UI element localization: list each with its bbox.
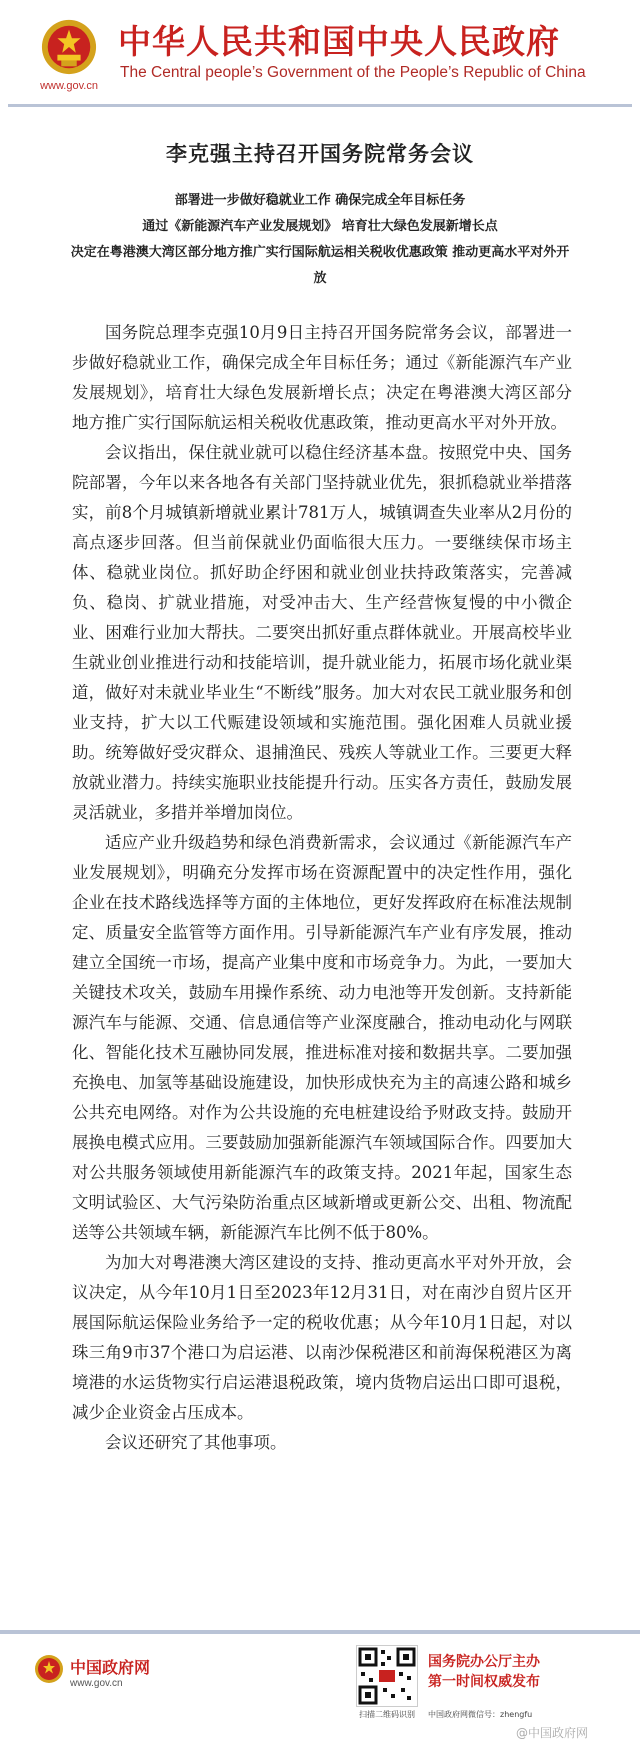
article-subtitle: 部署进一步做好稳就业工作 确保完成全年目标任务: [174, 193, 466, 208]
article-paragraph: 为加大对粤港澳大湾区建设的支持、推动更高水平对外开放，会议决定，从今年10月1日至2023年12月31日，对在南沙自贸片区开展国际航运保险业务给予一定的税收优惠；从今年10月1日起，对以珠三角9市37个港口为启运港、以南沙保税港区和前海保税港区为离境港的水运货物实行启运港退税政策，境内货物启运出口即可退税，减少企业资金占压成本。: [72, 1253, 572, 1422]
article-paragraph: 会议指出，保住就业就可以稳住经济基本盘。按照党中央、国务院部署，今年以来各地各有关部门坚持就业优先，狠抓稳就业举措落实，前8个月城镇新增就业累计781万人，城镇调查失业率从2月份的高点逐步回落。但当前保就业仍面临很大压力。一要继续保市场主体、稳就业岗位。抓好助企纾困和就业创业扶持政策落实，完善减负、稳岗、扩就业措施，对受冲击大、生产经营恢复慢的中小微企业、困难行业加大帮扶。二要突出抓好重点群体就业。开展高校毕业生就业创业推进行动和技能培训，提升就业能力，拓展市场化就业渠道，做好对未就业毕业生“不断线”服务。加大对农民工就业服务和创业支持，扩大以工代赈建设领域和实施范围。强化困难人员就业援助。统筹做好受灾群众、退捕渔民、残疾人等就业工作。三要更大释放就业潜力。持续实施职业技能提升行动。压实各方责任，鼓励发展灵活就业，多措并举增加岗位。: [72, 443, 572, 822]
footer-slogan: [428, 1652, 540, 1692]
article-subtitles: [70, 188, 570, 292]
article-title: 李克强主持召开国务院常务会议: [166, 142, 474, 166]
watermark: @中国政府网: [516, 1726, 589, 1740]
header-divider: [8, 104, 632, 107]
site-title-cn: 中华人民共和国中央人民政府: [118, 22, 560, 61]
article-subtitle: 决定在粤港澳大湾区部分地方推广实行国际航运相关税收优惠政策 推动更高水平对外开放: [70, 245, 570, 286]
footer-site-name: 中国政府网: [70, 1658, 151, 1677]
article-paragraph: 会议还研究了其他事项。: [105, 1433, 287, 1452]
article-body: [72, 318, 572, 1458]
qr-code-icon[interactable]: [356, 1645, 418, 1707]
footer-emblem-icon: [34, 1654, 64, 1684]
article-paragraph: 国务院总理李克强10月9日主持召开国务院常务会议，部署进一步做好稳就业工作，确保完成全年目标任务；通过《新能源汽车产业发展规划》，培育壮大绿色发展新增长点；决定在粤港澳大湾区部分地方推广实行国际航运相关税收优惠政策，推动更高水平对外开放。: [72, 323, 572, 432]
article-subtitle: 通过《新能源汽车产业发展规划》 培育壮大绿色发展新增长点: [142, 219, 498, 234]
qr-caption: 扫描二维码识别: [359, 1710, 415, 1719]
slogan-line: 第一时间权威发布: [428, 1674, 540, 1690]
footer-divider: [0, 1630, 640, 1634]
national-emblem-icon: [40, 18, 98, 76]
footer-site-url[interactable]: www.gov.cn: [70, 1678, 123, 1689]
header-site-url[interactable]: www.gov.cn: [40, 80, 98, 92]
slogan-line: 国务院办公厅主办: [428, 1654, 540, 1670]
site-title-en: The Central people’s Government of the People’s Republic of China: [120, 64, 586, 81]
site-header: [0, 0, 640, 118]
wechat-id: 中国政府网微信号：zhengfu: [428, 1710, 533, 1719]
article-paragraph: 适应产业升级趋势和绿色消费新需求，会议通过《新能源汽车产业发展规划》，明确充分发挥市场在资源配置中的决定性作用，强化企业在技术路线选择等方面的主体地位，更好发挥政府在标准法规制定、质量安全监管等方面作用。引导新能源汽车产业有序发展，推动建立全国统一市场，提高产业集中度和市场竞争力。为此，一要加大关键技术攻关，鼓励车用操作系统、动力电池等开发创新。支持新能源汽车与能源、交通、信息通信等产业深度融合，推动电动化与网联化、智能化技术互融协同发展，推进标准对接和数据共享。二要加强充换电、加氢等基础设施建设，加快形成快充为主的高速公路和城乡公共充电网络。对作为公共设施的充电桩建设给予财政支持。鼓励开展换电模式应用。三要鼓励加强新能源汽车领域国际合作。四要加大对公共服务领域使用新能源汽车的政策支持。2021年起，国家生态文明试验区、大气污染防治重点区域新增或更新公交、出租、物流配送等公共领域车辆，新能源汽车比例不低于80%。: [72, 833, 572, 1242]
